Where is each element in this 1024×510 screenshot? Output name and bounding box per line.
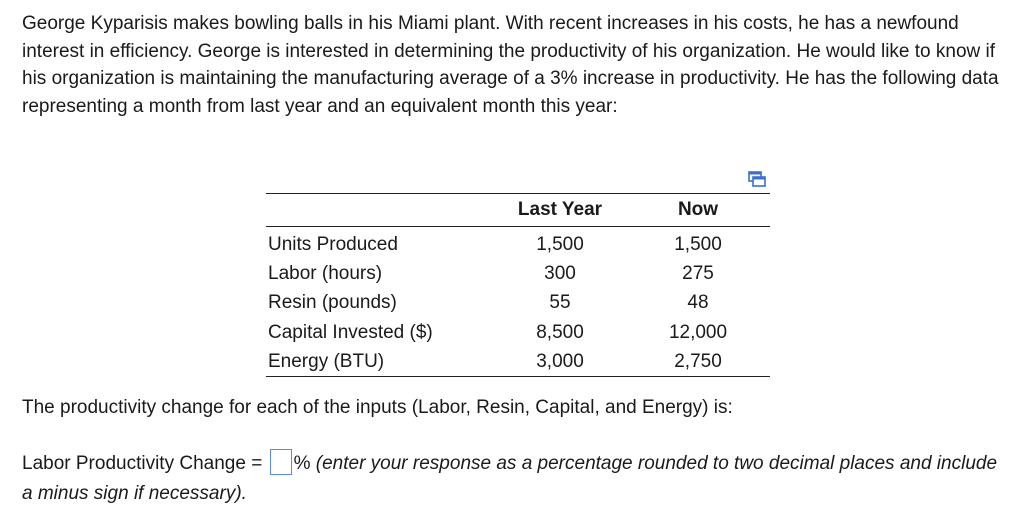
table-row bbox=[266, 347, 770, 376]
row-last-year: 8,500 bbox=[536, 321, 584, 343]
answer-hint: (enter your response as a percentage rounded to two decimal places and include a minus sign if necessary). bbox=[22, 453, 998, 504]
header-last-year: Last Year bbox=[517, 199, 603, 220]
row-last-year: 3,000 bbox=[536, 350, 584, 372]
table-row bbox=[266, 230, 770, 259]
table-row bbox=[266, 289, 770, 318]
row-now: 48 bbox=[687, 292, 709, 314]
row-label: Capital Invested ($) bbox=[268, 321, 433, 343]
row-label: Units Produced bbox=[268, 233, 398, 255]
percent-unit: % bbox=[293, 453, 311, 474]
labor-productivity-change-input[interactable] bbox=[270, 449, 292, 475]
problem-intro: George Kyparisis makes bowling balls in his Miami plant. With recent increases in his costs, he has a newfound interest in efficiency. George is interested in determining the productivity of his organization. He would like to know if his organization is maintaining the manufacturing average of a 3% increase in productivity. He has the following data representing a month from last year and an equivalent month this year: bbox=[22, 13, 999, 117]
row-last-year: 55 bbox=[549, 292, 571, 314]
row-label: Resin (pounds) bbox=[268, 292, 397, 314]
table-row bbox=[266, 318, 770, 347]
table-row bbox=[266, 259, 770, 288]
row-label: Energy (BTU) bbox=[268, 350, 385, 372]
copy-icon[interactable] bbox=[748, 171, 766, 187]
question-text: The productivity change for each of the inputs (Labor, Resin, Capital, and Energy) is: bbox=[22, 397, 733, 418]
row-last-year: 1,500 bbox=[536, 233, 584, 255]
row-last-year: 300 bbox=[544, 262, 576, 284]
row-now: 2,750 bbox=[674, 350, 722, 372]
data-table bbox=[266, 193, 770, 377]
row-label: Labor (hours) bbox=[268, 262, 383, 284]
row-now: 1,500 bbox=[674, 233, 722, 255]
answer-label: Labor Productivity Change = bbox=[22, 453, 263, 474]
row-now: 275 bbox=[682, 262, 714, 284]
row-now: 12,000 bbox=[668, 321, 728, 343]
header-now: Now bbox=[677, 199, 719, 220]
answer-line bbox=[22, 449, 1012, 509]
table-header-row bbox=[266, 194, 770, 227]
